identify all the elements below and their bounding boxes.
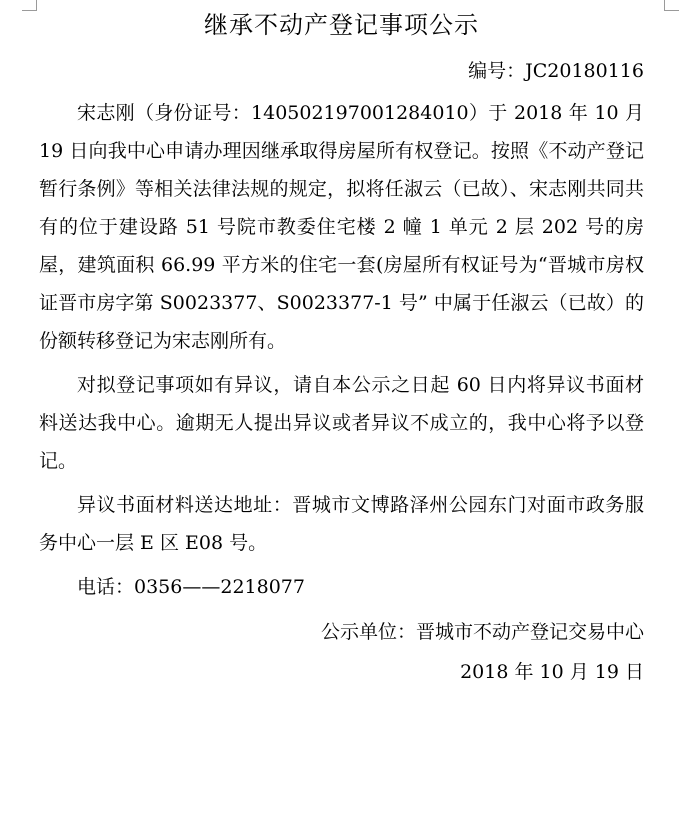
issuer-line: 公示单位：晋城市不动产登记交易中心 [320, 621, 644, 643]
notice-document [39, 8, 644, 692]
paragraph-phone: 电话：0356——2218077 [77, 576, 305, 598]
document-title: 继承不动产登记事项公示 [204, 11, 479, 39]
page-corner-mark-right [664, 0, 679, 11]
paragraph-objection: 对拟登记事项如有异议，请自本公示之日起 60 日内将异议书面材料送达我中心。逾期无人提出异议或者异议不成立的，我中心将予以登记。 [39, 374, 644, 472]
paragraph-applicant: 宋志刚（身份证号：140502197001284010）于 2018 年 10 月 19 日向我中心申请办理因继承取得房屋所有权登记。按照《不动产登记暂行条例》等相关法律法规的规定，拟将任淑云（已故）、宋志刚共同共有的位于建设路 51 号院市教委住宅楼 2 幢 1 单元 2 层 202 号的房屋，建筑面积 66.99 平方米的住宅一套(房屋所有权证号为“晋城市房权证晋市房字第 S0023377、S0023377-1 号” 中属于任淑云（已故）的份额转移登记为宋志刚所有。 [39, 102, 644, 352]
paragraph-address: 异议书面材料送达地址：晋城市文博路泽州公园东门对面市政务服务中心一层 E 区 E08 号。 [39, 494, 644, 554]
issue-date: 2018 年 10 月 19 日 [460, 661, 644, 683]
document-number: 编号：JC20180116 [468, 60, 644, 82]
page-corner-mark-left [22, 0, 37, 11]
